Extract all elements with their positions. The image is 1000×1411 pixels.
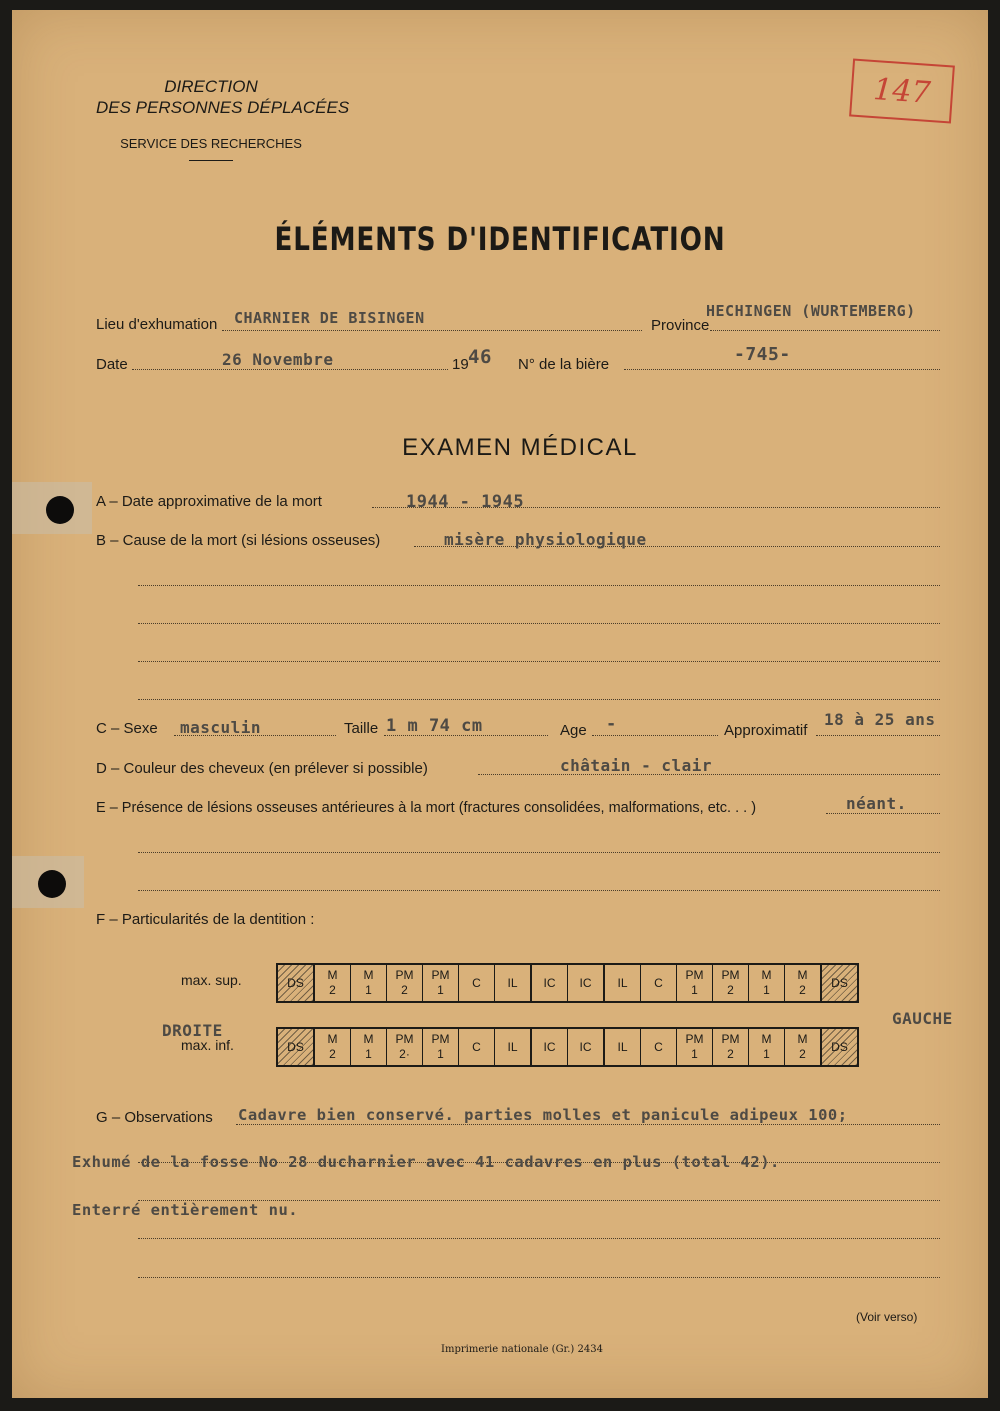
- tooth-cell: [495, 965, 532, 1001]
- tooth-cell: [713, 965, 749, 1001]
- tooth-cell: [641, 1029, 677, 1065]
- tooth-type: PM: [395, 1032, 414, 1046]
- lieu-dots: [222, 330, 642, 331]
- exam-f-label: F – Particularités de la dentition :: [96, 911, 315, 928]
- tooth-type: PM: [431, 1032, 450, 1046]
- tooth-number: 2: [799, 1047, 806, 1061]
- tooth-type: C: [472, 975, 481, 990]
- tooth-type: IC: [543, 1039, 556, 1054]
- tooth-number: 1: [763, 983, 770, 997]
- tooth-type: IL: [507, 1039, 518, 1054]
- tooth-cell: [315, 1029, 351, 1065]
- date-value: 26 Novembre: [222, 350, 334, 369]
- tooth-type: PM: [721, 968, 740, 982]
- exam-e-label: E – Présence de lésions osseuses antérieures à la mort (fractures consolidées, malformations, etc. . . ): [96, 800, 757, 816]
- taille-label: Taille: [344, 720, 379, 737]
- tooth-cell: [568, 965, 605, 1001]
- tooth-cell: [387, 1029, 423, 1065]
- exam-g-line5-dots: [138, 1277, 940, 1278]
- tooth-type: IC: [543, 975, 556, 990]
- age-label: Age: [560, 722, 587, 739]
- tooth-cell: [278, 1029, 315, 1065]
- exam-b-line4: [138, 661, 940, 662]
- tooth-type: M: [797, 1032, 808, 1046]
- exam-b-line5: [138, 699, 940, 700]
- tooth-type: C: [654, 975, 663, 990]
- page-title: ÉLÉMENTS D'IDENTIFICATION: [274, 220, 726, 258]
- exam-e-value: néant.: [846, 794, 907, 813]
- tooth-cell: [677, 965, 713, 1001]
- age-dots: [592, 735, 718, 736]
- lieu-value: CHARNIER DE BISINGEN: [234, 309, 425, 327]
- tooth-cell: [315, 965, 351, 1001]
- tooth-number: 1: [365, 983, 372, 997]
- tooth-number: 1: [691, 1047, 698, 1061]
- tooth-cell: [351, 965, 387, 1001]
- max-inf-label: max. inf.: [181, 1037, 234, 1053]
- tooth-type: PM: [721, 1032, 740, 1046]
- tooth-number: 2: [727, 1047, 734, 1061]
- tooth-type: DS: [287, 1039, 304, 1054]
- header-line1: DIRECTION: [164, 77, 258, 96]
- tooth-type: M: [327, 1032, 338, 1046]
- tooth-number: 1: [365, 1047, 372, 1061]
- tooth-number: 2: [727, 983, 734, 997]
- exam-b-value: misère physiologique: [444, 530, 647, 549]
- tooth-type: M: [797, 968, 808, 982]
- tooth-type: PM: [685, 1032, 704, 1046]
- date-dots: [132, 369, 448, 370]
- archive-number-stamp: 147: [849, 59, 955, 124]
- section-title: EXAMEN MÉDICAL: [402, 434, 638, 461]
- tooth-type: DS: [831, 975, 848, 990]
- tooth-cell: [713, 1029, 749, 1065]
- tooth-cell: [278, 965, 315, 1001]
- biere-dots: [624, 369, 940, 370]
- exam-e-line3: [138, 890, 940, 891]
- punch-hole-top: [46, 496, 74, 524]
- tooth-cell: [822, 965, 857, 1001]
- tooth-number: 2·: [399, 1047, 410, 1061]
- exam-b-line2: [138, 585, 940, 586]
- tooth-number: 1: [691, 983, 698, 997]
- tooth-type: C: [472, 1039, 481, 1054]
- tooth-number: 1: [437, 983, 444, 997]
- tooth-type: IC: [579, 975, 592, 990]
- tooth-cell: [459, 1029, 495, 1065]
- exam-e-line2: [138, 852, 940, 853]
- tooth-type: M: [363, 1032, 374, 1046]
- header-line2: DES PERSONNES DÉPLACÉES: [96, 98, 350, 117]
- exam-g-line2: Exhumé de la fosse No 28 ducharnier avec 41 cadavres en plus (total 42).: [72, 1153, 780, 1171]
- tooth-cell: [423, 1029, 459, 1065]
- tooth-number: 2: [329, 1047, 336, 1061]
- taille-value: 1 m 74 cm: [386, 716, 483, 736]
- tooth-number: 2: [329, 983, 336, 997]
- document-page: [12, 10, 988, 1398]
- province-value: HECHINGEN (WURTEMBERG): [706, 302, 916, 320]
- tooth-cell: [641, 965, 677, 1001]
- header-rule: [189, 160, 233, 161]
- tooth-cell: [749, 1029, 785, 1065]
- exam-g-line3: Enterré entièrement nu.: [72, 1201, 299, 1219]
- approx-label: Approximatif: [724, 722, 808, 739]
- biere-label: N° de la bière: [518, 356, 610, 373]
- tooth-cell: [568, 1029, 605, 1065]
- dentition-lower-row: [276, 1027, 859, 1067]
- max-sup-label: max. sup.: [181, 972, 242, 988]
- tooth-type: PM: [685, 968, 704, 982]
- tooth-type: IL: [507, 975, 518, 990]
- sexe-value: masculin: [180, 718, 262, 737]
- tooth-number: 2: [799, 983, 806, 997]
- exam-b-label: B – Cause de la mort (si lésions osseuses): [96, 532, 381, 549]
- tooth-type: PM: [395, 968, 414, 982]
- exam-g-dots: [236, 1124, 940, 1125]
- tooth-type: M: [327, 968, 338, 982]
- tooth-cell: [822, 1029, 857, 1065]
- tooth-cell: [785, 1029, 822, 1065]
- approx-dots: [816, 735, 940, 736]
- tooth-cell: [495, 1029, 532, 1065]
- tooth-cell: [459, 965, 495, 1001]
- exam-a-value: 1944 - 1945: [406, 492, 525, 512]
- exam-c-label: C – Sexe: [96, 720, 158, 737]
- tooth-number: 1: [763, 1047, 770, 1061]
- tooth-number: 1: [437, 1047, 444, 1061]
- biere-value: -745-: [734, 344, 791, 365]
- gauche-label: GAUCHE: [892, 1009, 953, 1028]
- tooth-cell: [677, 1029, 713, 1065]
- tooth-type: DS: [287, 975, 304, 990]
- dentition-upper-row: [276, 963, 859, 1003]
- province-dots: [710, 330, 940, 331]
- tooth-type: IL: [617, 1039, 628, 1054]
- header-direction: [96, 76, 350, 118]
- imprimerie-line: Imprimerie nationale (Gr.) 2434: [441, 1344, 603, 1355]
- province-label: Province: [651, 317, 710, 334]
- tooth-type: M: [761, 1032, 772, 1046]
- tooth-cell: [387, 965, 423, 1001]
- exam-g-line4-dots: [138, 1238, 940, 1239]
- tooth-cell: [749, 965, 785, 1001]
- exam-g-line1: Cadavre bien conservé. parties molles et panicule adipeux 100;: [238, 1106, 848, 1124]
- exam-a-label: A – Date approximative de la mort: [96, 493, 322, 510]
- exam-e-dots: [826, 813, 940, 814]
- year-suffix: 46: [468, 346, 492, 368]
- tooth-number: 2: [401, 983, 408, 997]
- tooth-type: M: [363, 968, 374, 982]
- tooth-cell: [605, 1029, 641, 1065]
- tooth-type: DS: [831, 1039, 848, 1054]
- lieu-label: Lieu d'exhumation: [96, 316, 218, 333]
- tooth-cell: [532, 965, 568, 1001]
- voir-verso: (Voir verso): [856, 1310, 918, 1324]
- tooth-cell: [351, 1029, 387, 1065]
- tooth-cell: [423, 965, 459, 1001]
- tooth-type: IC: [579, 1039, 592, 1054]
- exam-b-line3: [138, 623, 940, 624]
- tooth-type: PM: [431, 968, 450, 982]
- exam-d-label: D – Couleur des cheveux (en prélever si possible): [96, 760, 428, 777]
- tooth-cell: [532, 1029, 568, 1065]
- approx-value: 18 à 25 ans: [824, 710, 936, 729]
- age-value: -: [606, 714, 617, 734]
- tooth-type: C: [654, 1039, 663, 1054]
- tooth-cell: [785, 965, 822, 1001]
- tooth-type: IL: [617, 975, 628, 990]
- tooth-type: M: [761, 968, 772, 982]
- header-service: SERVICE DES RECHERCHES: [120, 136, 302, 151]
- exam-d-value: châtain - clair: [560, 756, 712, 775]
- date-label: Date: [96, 356, 128, 373]
- tooth-cell: [605, 965, 641, 1001]
- droite-label: DROITE: [162, 1021, 223, 1040]
- punch-hole-bottom: [38, 870, 66, 898]
- exam-g-label: G – Observations: [96, 1109, 213, 1126]
- year-prefix: 19: [452, 356, 469, 373]
